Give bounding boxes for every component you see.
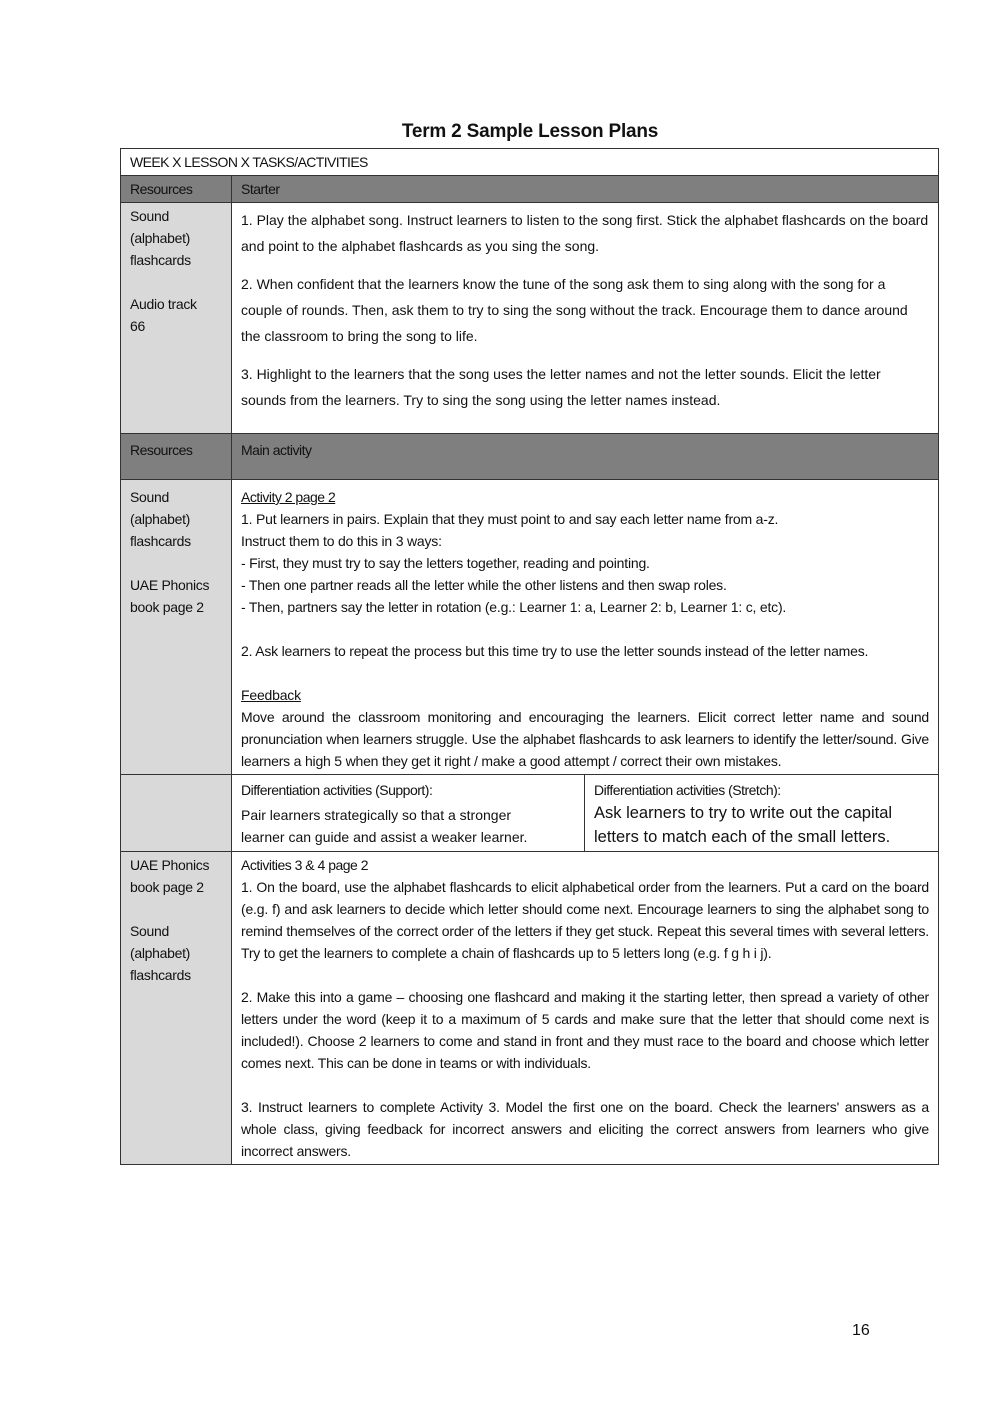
resource-line: (alphabet) [130, 230, 191, 246]
feedback-text: Move around the classroom monitoring and encouraging the learners. Elicit correct letter name and sound pronunciation when learners struggle. Use the alphabet flashcards to ask learners to identify the letter/sound. Give learners a high 5 when they get it right / make a good attempt / correct their own mistakes. [241, 709, 929, 769]
starter-resources [121, 203, 232, 434]
activities34-step-1: 1. On the board, use the alphabet flashcards to elicit alphabetical order from the learners. Put a card on the board (e.g. f) and ask learners to decide which letter should come next. Encourage learners to sing the alphabet song to remind themselves of the correct order of the letters if they get stuck. Repeat this several times with several letters. Try to get the learners to complete a chain of flashcards up to 5 letters long (e.g. f g h i j). [241, 879, 929, 961]
resource-line: UAE Phonics [130, 577, 210, 593]
activity-title: Activity 2 page 2 [241, 489, 336, 505]
resource-gap [130, 898, 222, 920]
activities34-step-2: 2. Make this into a game – choosing one flashcard and making it the starting letter, then spread a variety of other letters under the word (keep it to a maximum of 5 cards and make sure that the letter that should come next is included!). Choose 2 learners to come and stand in front and they must race to the board and choose which letter comes next. This can be done in teams or with individuals. [241, 989, 929, 1071]
activity-line: - Then one partner reads all the letter while the other listens and then swap roles. [241, 577, 727, 593]
resource-line: flashcards [130, 967, 191, 983]
activities34-title: Activities 3 & 4 page 2 [241, 857, 369, 873]
resources-header: Resources [121, 176, 232, 203]
starter-step: 3. Highlight to the learners that the song uses the letter names and not the letter sounds. Elicit the letter sounds from the learners. Try to sing the song using the letter names instead. [241, 366, 881, 408]
resource-line: book page 2 [130, 599, 204, 615]
differentiation-row [121, 775, 939, 852]
support-text: Pair learners strategically so that a stronger learner can guide and assist a weaker learner. [241, 807, 528, 845]
activity-line: Instruct them to do this in 3 ways: [241, 533, 442, 549]
main-resources [121, 480, 232, 775]
resource-line: book page 2 [130, 879, 204, 895]
activity-line: 1. Put learners in pairs. Explain that they must point to and say each letter name from a-z. [241, 511, 779, 527]
stretch-title: Differentiation activities (Stretch): [594, 782, 781, 798]
main-header-row [121, 434, 939, 480]
resource-line: Sound [130, 923, 169, 939]
resource-line: (alphabet) [130, 511, 191, 527]
resource-line: (alphabet) [130, 945, 191, 961]
starter-row [121, 203, 939, 434]
main-row [121, 480, 939, 775]
resource-gap [130, 271, 222, 293]
activities34-row [121, 852, 939, 1165]
activities34-step-3: 3. Instruct learners to complete Activity 3. Model the first one on the board. Check the learners' answers as a whole class, giving feedback for incorrect answers and eliciting the correct answers from learners who give incorrect answers. [241, 1099, 929, 1159]
stretch-text: Ask learners to try to write out the capital letters to match each of the small letters. [594, 804, 893, 846]
feedback-title: Feedback [241, 687, 301, 703]
main-heading: Main activity [232, 434, 939, 480]
activity-line: - Then, partners say the letter in rotation (e.g.: Learner 1: a, Learner 2: b, Learner 1: c, etc). [241, 599, 787, 615]
resource-line: UAE Phonics [130, 857, 210, 873]
resource-gap [130, 552, 222, 574]
starter-step: 1. Play the alphabet song. Instruct learners to listen to the song first. Stick the alphabet flashcards on the board and point to the alphabet flashcards as you sing the song. [241, 212, 929, 254]
resource-line: Sound [130, 489, 169, 505]
differentiation-resources [121, 775, 232, 852]
resource-line: Audio track [130, 296, 197, 312]
resource-line: flashcards [130, 252, 191, 268]
activity-line: - First, they must try to say the letters together, reading and pointing. [241, 555, 650, 571]
page-title: Term 2 Sample Lesson Plans [401, 121, 659, 142]
week-header-row [121, 149, 939, 176]
activity-step-2: 2. Ask learners to repeat the process but this time try to use the letter sounds instead of the letter names. [241, 643, 869, 659]
resource-line: Sound [130, 208, 169, 224]
lesson-plan-table [120, 148, 939, 1165]
activities34-resources [121, 852, 232, 1165]
starter-steps [232, 203, 939, 434]
week-header: WEEK X LESSON X TASKS/ACTIVITIES [121, 149, 939, 176]
page-number: 16 [852, 1322, 870, 1339]
resources-header: Resources [121, 434, 232, 480]
main-content [232, 480, 939, 775]
stretch-column [585, 775, 938, 851]
support-title: Differentiation activities (Support): [241, 782, 433, 798]
differentiation-cell [232, 775, 939, 852]
support-column [232, 775, 585, 851]
activities34-content [232, 852, 939, 1165]
resource-line: 66 [130, 318, 145, 334]
starter-step: 2. When confident that the learners know the tune of the song ask them to sing along with the song for a couple of rounds. Then, ask them to try to sing the song without the track. Encourage them to dance around the classroom to bring the song to life. [241, 276, 908, 344]
starter-heading: Starter [232, 176, 939, 203]
starter-header-row [121, 176, 939, 203]
resource-line: flashcards [130, 533, 191, 549]
